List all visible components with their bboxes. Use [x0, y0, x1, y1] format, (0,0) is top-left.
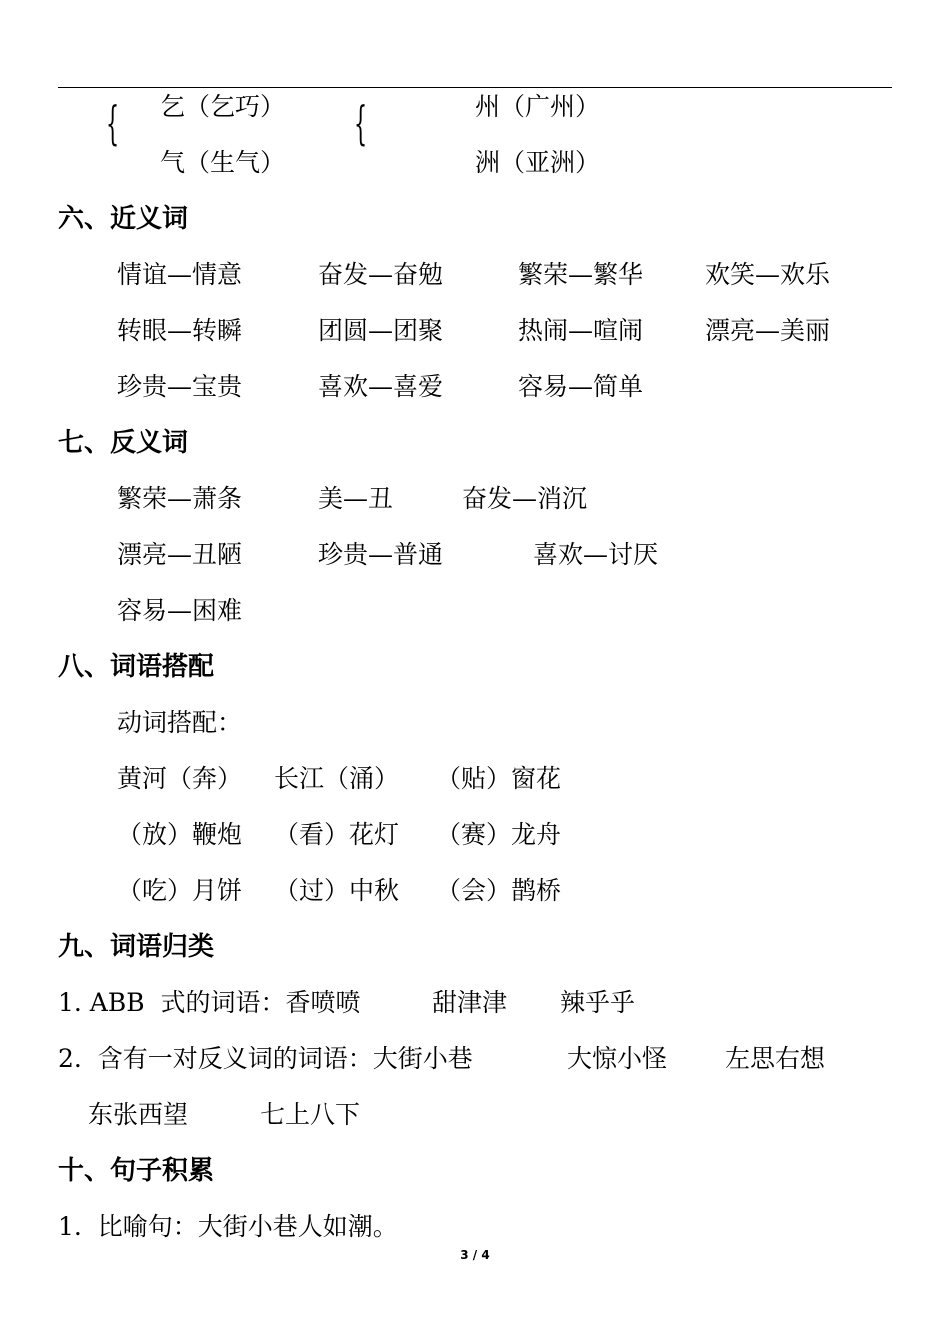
synonym-item: 喜欢—喜爱	[318, 372, 444, 401]
antonym-item: 漂亮—丑陋	[117, 540, 243, 569]
synonym-item: 转眼—转瞬	[117, 316, 243, 345]
collocation-item: （会）鹊桥	[436, 876, 562, 905]
pair-right-1: 州（广州）	[475, 92, 601, 121]
collocation-item: 长江（涌）	[274, 764, 400, 793]
collocation-item: （过）中秋	[274, 876, 400, 905]
pair-left-2: 气（生气）	[160, 148, 286, 177]
antonym-item: 美—丑	[318, 484, 394, 513]
category-word: 左思右想	[725, 1044, 826, 1073]
synonym-item: 欢笑—欢乐	[705, 260, 831, 289]
section-7-title: 七、反义词	[58, 428, 189, 458]
pair-right-2: 洲（亚洲）	[475, 148, 601, 177]
header-rule	[58, 87, 892, 88]
sentence-item-1: 1. 比喻句：大街小巷人如潮。	[58, 1212, 398, 1241]
category-item-2-label: 2. 含有一对反义词的词语：大街小巷	[58, 1044, 473, 1073]
synonym-item: 团圆—团聚	[318, 316, 444, 345]
section-6-title: 六、近义词	[58, 204, 189, 234]
synonym-item: 珍贵—宝贵	[117, 372, 243, 401]
collocation-item: （赛）龙舟	[436, 820, 562, 849]
collocation-item: （贴）窗花	[436, 764, 562, 793]
antonym-item: 奋发—消沉	[462, 484, 588, 513]
section-10-title: 十、句子积累	[58, 1156, 215, 1186]
category-item-1-label: 1. ABB 式的词语：香喷喷	[58, 988, 361, 1017]
category-word: 七上八下	[260, 1100, 361, 1129]
page-number: 3 / 4	[460, 1248, 490, 1262]
antonym-item: 珍贵—普通	[318, 540, 444, 569]
synonym-item: 情谊—情意	[117, 260, 243, 289]
category-word: 甜津津	[432, 988, 508, 1017]
antonym-item: 容易—困难	[117, 596, 243, 625]
collocation-item: （吃）月饼	[117, 876, 243, 905]
antonym-item: 喜欢—讨厌	[533, 540, 659, 569]
synonym-item: 漂亮—美丽	[705, 316, 831, 345]
synonym-item: 热闹—喧闹	[518, 316, 644, 345]
collocation-item: （看）花灯	[274, 820, 400, 849]
category-word: 大惊小怪	[567, 1044, 668, 1073]
pair-left-1: 乞（乞巧）	[160, 92, 286, 121]
collocation-item: （放）鞭炮	[117, 820, 243, 849]
section-8-subtitle: 动词搭配：	[117, 708, 243, 737]
synonym-item: 容易—简单	[518, 372, 644, 401]
synonym-item: 奋发—奋勉	[318, 260, 444, 289]
right-brace: {	[354, 96, 368, 150]
left-brace: {	[106, 96, 120, 150]
section-9-title: 九、词语归类	[58, 932, 215, 962]
category-word: 东张西望	[88, 1100, 189, 1129]
synonym-item: 繁荣—繁华	[518, 260, 644, 289]
collocation-item: 黄河（奔）	[117, 764, 243, 793]
antonym-item: 繁荣—萧条	[117, 484, 243, 513]
category-word: 辣乎乎	[560, 988, 636, 1017]
section-8-title: 八、词语搭配	[58, 652, 215, 682]
